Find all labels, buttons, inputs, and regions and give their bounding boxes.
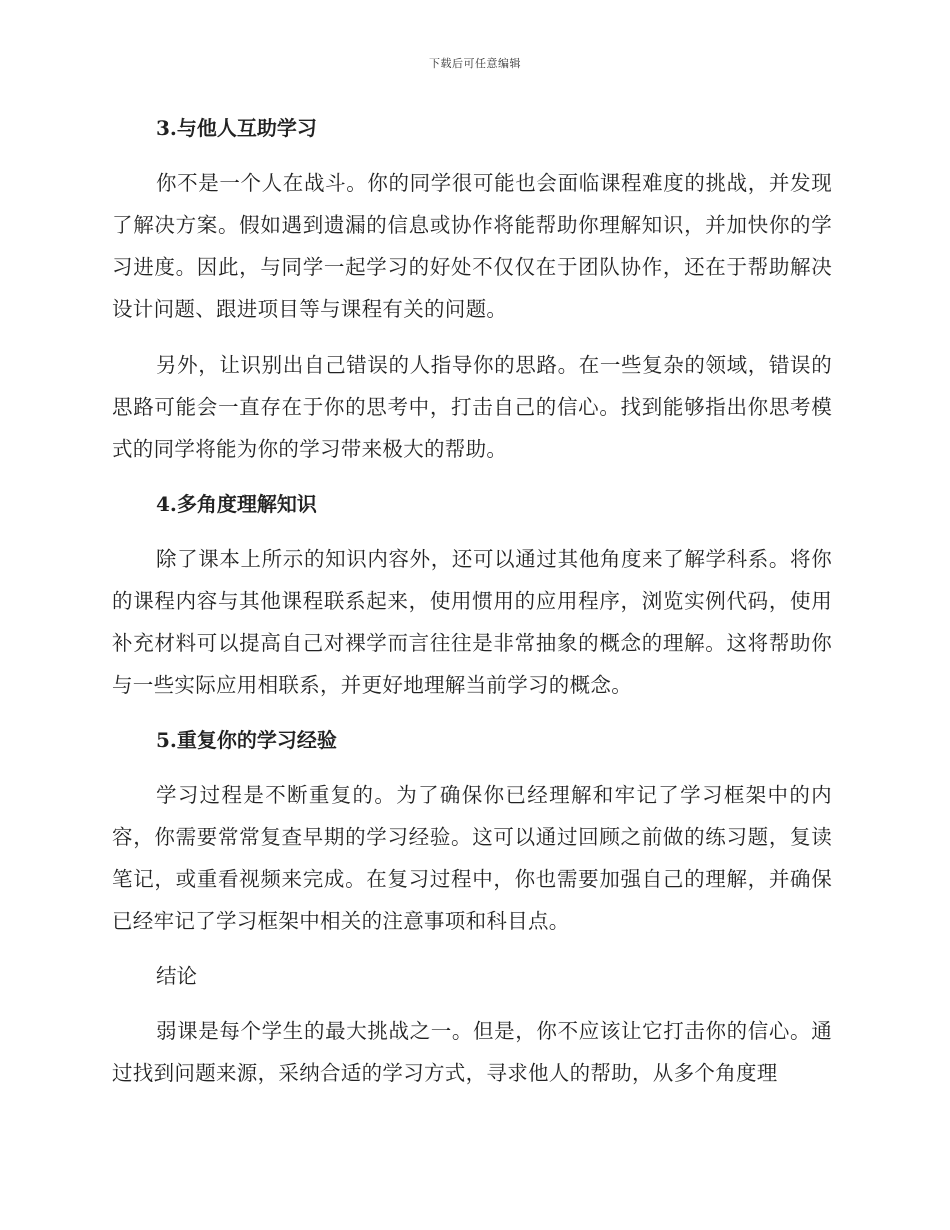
section-3-paragraph-2: 另外，让识别出自己错误的人指导你的思路。在一些复杂的领域，错误的思路可能会一直存在于你的思考中，打击自己的信心。找到能够指出你思考模式的同学将能为你的学习带来极大的帮助。 — [112, 353, 832, 461]
section-heading-3: 3.与他人互助学习 — [156, 116, 317, 140]
section-5-paragraph-1: 学习过程是不断重复的。为了确保你已经理解和牢记了学习框架中的内容，你需要常常复查早期的学习经验。这可以通过回顾之前做的练习题，复读笔记，或重看视频来完成。在复习过程中，你也需要加强自己的理解，并确保已经牢记了学习框架中相关的注意事项和科目点。 — [112, 783, 832, 933]
section-heading-4: 4.多角度理解知识 — [156, 492, 317, 516]
conclusion-heading: 结论 — [156, 964, 197, 988]
section-3-paragraph-1: 你不是一个人在战斗。你的同学很可能也会面临课程难度的挑战，并发现了解决方案。假如遇到遗漏的信息或协作将能帮助你理解知识，并加快你的学习进度。因此，与同学一起学习的好处不仅仅在于团队协作，还在于帮助解决设计问题、跟进项目等与课程有关的问题。 — [112, 171, 832, 321]
document-body — [112, 108, 832, 1108]
section-4-paragraph-1: 除了课本上所示的知识内容外，还可以通过其他角度来了解学科系。将你的课程内容与其他课程联系起来，使用惯用的应用程序，浏览实例代码，使用补充材料可以提高自己对裸学而言往往是非常抽象的概念的理解。这将帮助你与一些实际应用相联系，并更好地理解当前学习的概念。 — [112, 547, 832, 697]
section-heading-5: 5.重复你的学习经验 — [156, 728, 337, 752]
conclusion-paragraph: 弱课是每个学生的最大挑战之一。但是，你不应该让它打击你的信心。通过找到问题来源，采纳合适的学习方式，寻求他人的帮助，从多个角度理 — [112, 1019, 832, 1085]
header-note: 下载后可任意编辑 — [429, 57, 521, 70]
